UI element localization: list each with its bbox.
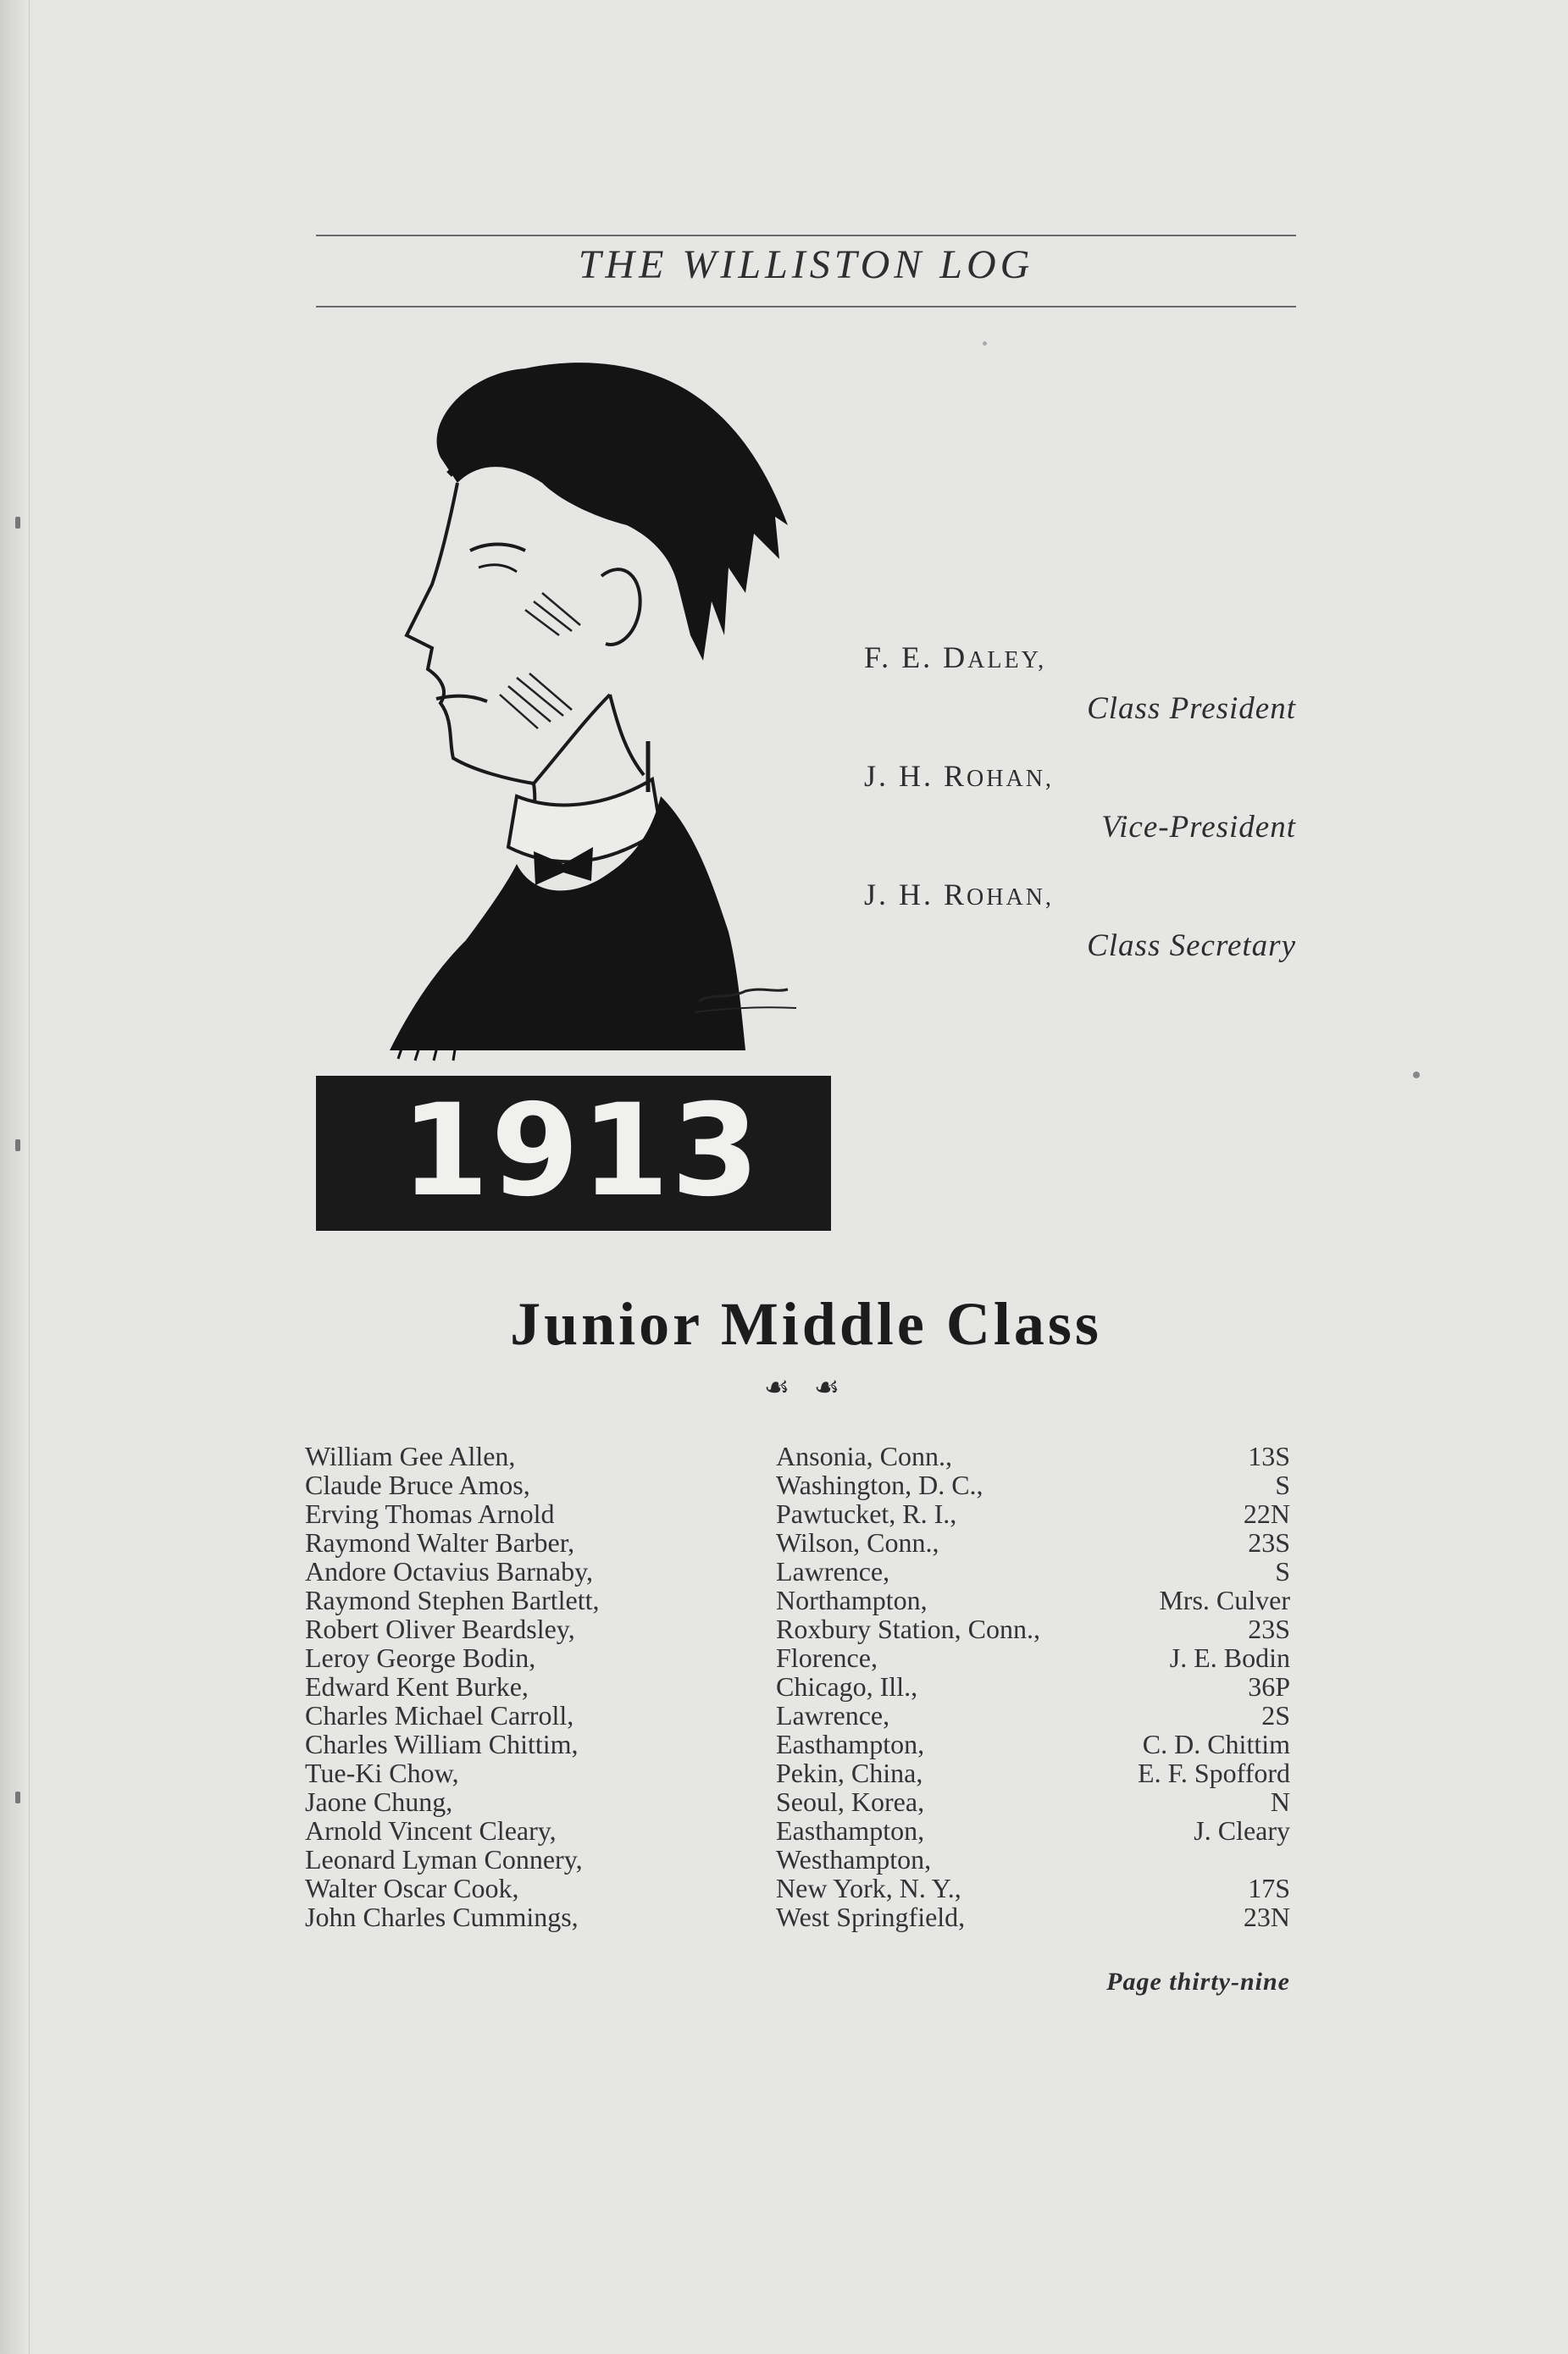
roster-name: Leroy George Bodin, [305, 1642, 536, 1673]
roster-room: Mrs. Culver [1159, 1585, 1290, 1615]
ornament-icon: ☙ ☙ [763, 1372, 849, 1404]
officer-name-president: F. E. DALEY, [864, 640, 1047, 674]
roster-name: Claude Bruce Amos, [305, 1470, 530, 1500]
roster-town: Lawrence, [776, 1700, 890, 1731]
roster-name: Edward Kent Burke, [305, 1671, 529, 1702]
roster-name: Erving Thomas Arnold [305, 1498, 555, 1529]
roster-row [0, 1471, 1568, 1499]
roster-name: Charles Michael Carroll, [305, 1700, 574, 1731]
page-number: Page thirty-nine [1106, 1968, 1290, 1996]
roster-town: Ansonia, Conn., [776, 1441, 952, 1471]
roster-row [0, 1845, 1568, 1874]
officer-name-vice-president: J. H. ROHAN, [864, 759, 1054, 793]
roster-town: Roxbury Station, Conn., [776, 1614, 1041, 1644]
roster-town: Washington, D. C., [776, 1470, 983, 1500]
roster-room: S [1275, 1556, 1290, 1587]
class-roster [0, 1442, 1568, 1931]
roster-town: Seoul, Korea, [776, 1786, 925, 1817]
roster-room: S [1275, 1470, 1290, 1500]
officer-title-president: Class President [1087, 691, 1296, 726]
roster-name: William Gee Allen, [305, 1441, 516, 1471]
roster-name: Tue-Ki Chow, [305, 1758, 459, 1788]
roster-row [0, 1701, 1568, 1730]
roster-row [0, 1557, 1568, 1586]
header-bottom-rule [316, 306, 1296, 307]
section-title: Junior Middle Class [510, 1290, 1102, 1358]
roster-room: N [1270, 1786, 1290, 1817]
roster-town: Lawrence, [776, 1556, 890, 1587]
binding-stitch [15, 1139, 20, 1151]
roster-town: Westhampton, [776, 1844, 932, 1875]
portrait-sketch [390, 356, 830, 1067]
roster-town: Chicago, Ill., [776, 1671, 918, 1702]
roster-row [0, 1586, 1568, 1615]
roster-room: C. D. Chittim [1142, 1729, 1290, 1759]
roster-room: 23N [1243, 1902, 1290, 1932]
roster-town: New York, N. Y., [776, 1873, 961, 1903]
roster-room: 2S [1261, 1700, 1290, 1731]
page-binding [0, 0, 30, 2354]
roster-town: Easthampton, [776, 1815, 925, 1846]
officer-title-vice-president: Vice-President [1101, 810, 1296, 845]
roster-room: 22N [1243, 1498, 1290, 1529]
roster-row [0, 1615, 1568, 1643]
class-year-banner [316, 1076, 831, 1231]
roster-row [0, 1816, 1568, 1845]
roster-row [0, 1499, 1568, 1528]
roster-row [0, 1672, 1568, 1701]
roster-name: Raymond Walter Barber, [305, 1527, 575, 1558]
officer-name-secretary: J. H. ROHAN, [864, 878, 1054, 911]
roster-row [0, 1643, 1568, 1672]
officer-title-secretary: Class Secretary [1087, 928, 1296, 963]
roster-town: Pawtucket, R. I., [776, 1498, 957, 1529]
running-header: THE WILLISTON LOG [578, 242, 1034, 287]
roster-room: 36P [1248, 1671, 1290, 1702]
roster-town: Wilson, Conn., [776, 1527, 939, 1558]
roster-room: J. E. Bodin [1169, 1642, 1290, 1673]
roster-town: Northampton, [776, 1585, 928, 1615]
roster-row [0, 1903, 1568, 1931]
roster-name: Jaone Chung, [305, 1786, 453, 1817]
roster-town: Florence, [776, 1642, 878, 1673]
roster-row [0, 1528, 1568, 1557]
paper-speck [1413, 1072, 1420, 1078]
roster-room: E. F. Spofford [1138, 1758, 1290, 1788]
roster-room: J. Cleary [1194, 1815, 1290, 1846]
header-top-rule [316, 235, 1296, 236]
roster-room: 17S [1248, 1873, 1290, 1903]
roster-room: 13S [1248, 1441, 1290, 1471]
paper-speck [983, 341, 987, 346]
roster-name: Charles William Chittim, [305, 1729, 579, 1759]
binding-stitch [15, 517, 20, 529]
roster-row [0, 1787, 1568, 1816]
roster-room: 23S [1248, 1614, 1290, 1644]
roster-name: Leonard Lyman Connery, [305, 1844, 583, 1875]
roster-name: Arnold Vincent Cleary, [305, 1815, 557, 1846]
roster-row [0, 1759, 1568, 1787]
roster-room: 23S [1248, 1527, 1290, 1558]
roster-row [0, 1730, 1568, 1759]
roster-town: West Springfield, [776, 1902, 966, 1932]
roster-name: Walter Oscar Cook, [305, 1873, 519, 1903]
roster-name: John Charles Cummings, [305, 1902, 579, 1932]
roster-row [0, 1442, 1568, 1471]
roster-name: Raymond Stephen Bartlett, [305, 1585, 600, 1615]
roster-row [0, 1874, 1568, 1903]
class-year: 1913 [401, 1077, 762, 1225]
roster-name: Andore Octavius Barnaby, [305, 1556, 594, 1587]
roster-town: Pekin, China, [776, 1758, 923, 1788]
roster-name: Robert Oliver Beardsley, [305, 1614, 575, 1644]
roster-town: Easthampton, [776, 1729, 925, 1759]
